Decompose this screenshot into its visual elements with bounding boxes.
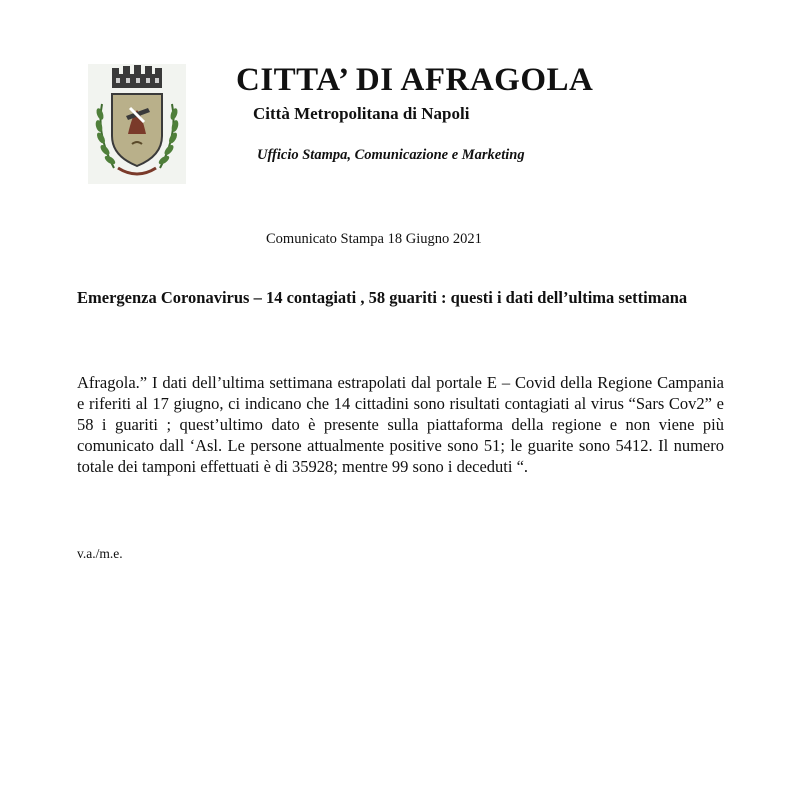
office-name: Ufficio Stampa, Comunicazione e Marketing bbox=[257, 147, 525, 163]
city-title: CITTA’ DI AFRAGOLA bbox=[236, 62, 594, 98]
metropolitan-subtitle: Città Metropolitana di Napoli bbox=[253, 104, 470, 123]
city-coat-of-arms-icon bbox=[88, 64, 186, 184]
press-release-date: Comunicato Stampa 18 Giugno 2021 bbox=[266, 231, 482, 247]
author-initials: v.a./m.e. bbox=[77, 546, 123, 561]
press-release-body: Afragola.” I dati dell’ultima settimana estrapolati dal portale E – Covid della Regione Campania e riferiti al 17 giugno, ci indicano che 14 cittadini sono risultati contagiati al virus “Sars Cov2” e 58 i guariti ; quest’ultimo dato è presente sulla piattaforma della regione e non viene più comunicato dall ‘Asl. Le persone attualmente positive sono 51; le guarite sono 5412. Il numero totale dei tamponi effettuati è di 35928; mentre 99 sono i deceduti “. bbox=[77, 373, 724, 476]
press-release-headline: Emergenza Coronavirus – 14 contagiati , 58 guariti : questi i dati dell’ultima settimana bbox=[77, 288, 688, 307]
